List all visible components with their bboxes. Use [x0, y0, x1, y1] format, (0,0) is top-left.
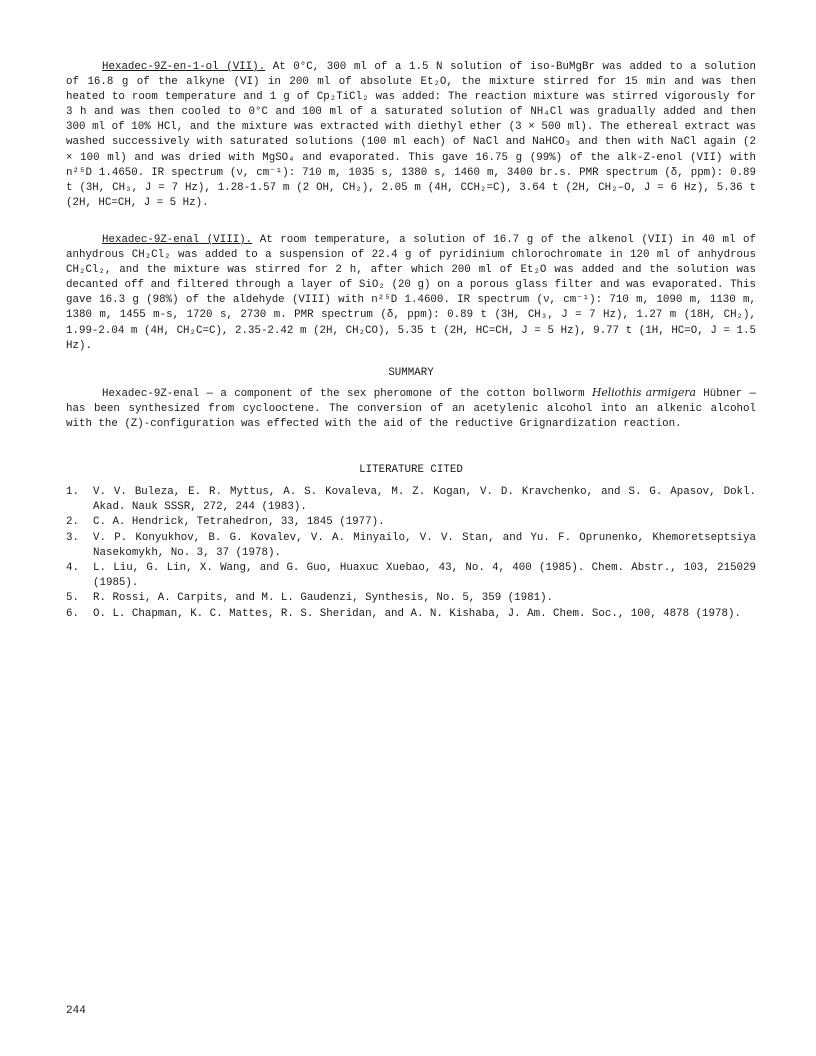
reference-item	[66, 515, 756, 530]
reference-text: C. A. Hendrick, Tetrahedron, 33, 1845 (1977).	[93, 516, 385, 529]
page-number: 244	[66, 1005, 86, 1017]
reference-item	[66, 561, 756, 591]
paragraph-hexadecenal	[66, 233, 756, 354]
body-hexadecenol: At 0°C, 300 ml of a 1.5 N solution of iso-BuMgBr was added to a solution of 16.8 g of the alkyne (VI) in 200 ml of absolute Et₂O, the mixture stirred for 15 min and was then heated to room temperature and 1 g of Cp₂TiCl₂ was added: The reaction mixture was stirred vigorously for 3 h and was then cooled to 0°C and 100 ml of a saturated solution of NH₄Cl was gradually added and then 300 ml of 10% HCl, and the mixture was extracted with diethyl ether (3 × 500 ml). The ethereal extract was washed successively with saturated solutions (100 ml each) of NaCl and NaHCO₃ and then with NaCl again (2 × 100 ml) and was dried with MgSO₄ and evaporated. This gave 16.75 g (99%) of the alk-Z-enol (VII) with n²⁵D 1.4650. IR spectrum (ν, cm⁻¹): 710 m, 1035 s, 1380 s, 1460 m, 3400 br.s. PMR spectrum (δ, ppm): 0.89 t (3H, CH₃, J = 7 Hz), 1.28-1.57 m (2 OH, CH₂), 2.05 m (4H, CCH₂=C), 3.64 t (2H, CH₂–O, J = 6 Hz), 5.36 t (2H, HC=CH, J = 5 Hz).	[66, 61, 756, 209]
summary-text-after: Hübner — has been synthesized from cyclooctene. The conversion of an acetylenic alcohol into an alkenic alcohol with the (Z)-configuration was effected with the aid of the reductive Grignardization reaction.	[66, 388, 756, 431]
reference-number: 5.	[66, 592, 79, 605]
reference-item	[66, 591, 756, 606]
reference-text: R. Rossi, A. Carpits, and M. L. Gaudenzi, Synthesis, No. 5, 359 (1981).	[93, 592, 554, 605]
paragraph-hexadecenol	[66, 60, 756, 211]
summary-text-before: Hexadec-9Z-enal — a component of the sex pheromone of the cotton bollworm	[102, 388, 592, 400]
reference-item	[66, 607, 756, 622]
reference-item	[66, 485, 756, 515]
heading-hexadecenal: Hexadec-9Z-enal (VIII).	[102, 234, 253, 246]
body-hexadecenal: At room temperature, a solution of 16.7 g of the alkenol (VII) in 40 ml of anhydrous CH₂Cl₂ was added to a suspension of 22.4 g of pyridinium chlorochromate in 120 ml of anhydrous CH₂Cl₂, and the mixture was stirred for 2 h, after which 200 ml of Et₂O was added and the solution was decanted off and filtered through a layer of SiO₂ (20 g) on a porous glass filter and was evaporated. This gave 16.3 g (98%) of the aldehyde (VIII) with n²⁵D 1.4600. IR spectrum (ν, cm⁻¹): 710 m, 1090 m, 1130 m, 1380 m, 1455 m-s, 1720 s, 2730 m. PMR spectrum (δ, ppm): 0.89 t (3H, CH₃, J = 7 Hz), 1.27 m (18H, CH₂), 1.99-2.04 m (4H, CH₂C=C), 2.35-2.42 m (2H, CH₂CO), 5.35 t (2H, HC=CH, J = 5 Hz), 9.77 t (1H, HC=O, J = 1.5 Hz).	[66, 234, 756, 352]
summary-paragraph	[66, 385, 756, 432]
reference-text: O. L. Chapman, K. C. Mattes, R. S. Sheridan, and A. N. Kishaba, J. Am. Chem. Soc., 100, 4878 (1978).	[93, 607, 741, 620]
heading-hexadecenol: Hexadec-9Z-en-1-ol (VII).	[102, 61, 266, 73]
reference-text: L. Liu, G. Lin, X. Wang, and G. Guo, Huaxuc Xuebao, 43, No. 4, 400 (1985). Chem. Abstr., 103, 215029 (1985).	[93, 562, 756, 590]
reference-item	[66, 531, 756, 561]
reference-number: 1.	[66, 486, 79, 498]
reference-text: V. P. Konyukhov, B. G. Kovalev, V. A. Minyailo, V. V. Stan, and Yu. F. Oprunenko, Khemoretseptsiya Nasekomykh, No. 3, 37 (1978).	[93, 531, 756, 559]
reference-text: V. V. Buleza, E. R. Myttus, A. S. Kovaleva, M. Z. Kogan, V. D. Kravchenko, and S. G. Apasov, Dokl. Akad. Nauk SSSR, 272, 244 (1983).	[93, 486, 756, 514]
literature-heading: LITERATURE CITED	[359, 464, 463, 476]
summary-heading: SUMMARY	[388, 367, 434, 379]
reference-number: 4.	[66, 562, 79, 575]
reference-list	[66, 485, 756, 622]
species-name: Heliothis armigera	[591, 386, 696, 399]
reference-number: 3.	[66, 531, 79, 544]
reference-number: 2.	[66, 516, 79, 529]
reference-number: 6.	[66, 607, 79, 620]
